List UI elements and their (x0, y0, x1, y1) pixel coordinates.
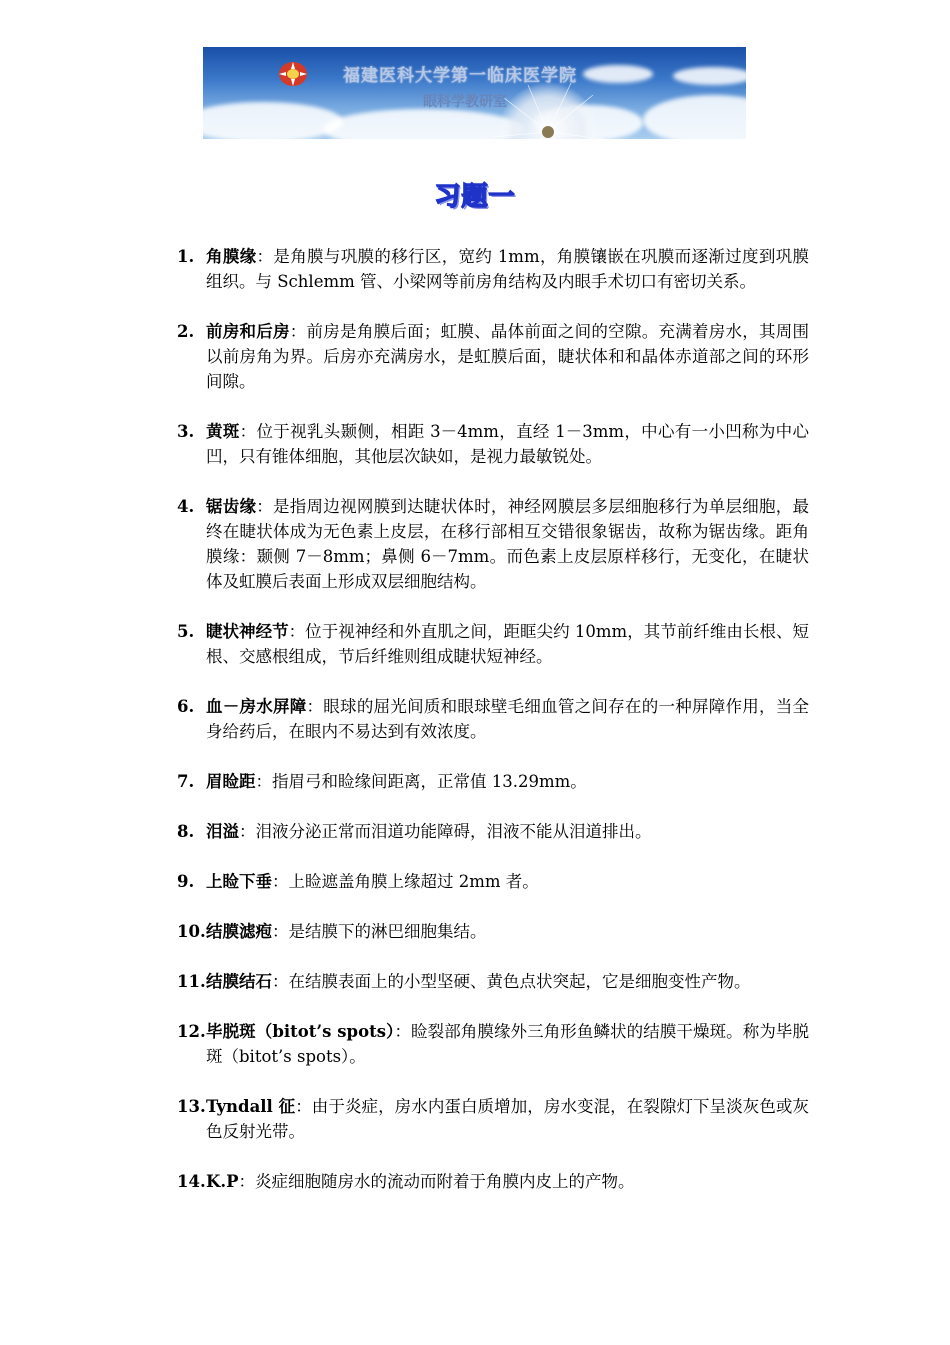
item-term: Tyndall 征 (206, 1097, 296, 1116)
list-item (177, 769, 809, 794)
item-definition: ：睑裂部角膜缘外三角形鱼鳞状的结膜干燥斑。称为毕脱斑（bitot’s spots）。 (206, 1022, 810, 1066)
item-number: 13. (177, 1097, 206, 1116)
item-number: 11. (177, 972, 206, 991)
item-definition: ：位于视乳头颞侧，相距 3－4mm，直经 1－3mm，中心有一小凹称为中心凹，只有锥体细胞，其他层次缺如，是视力最敏锐处。 (206, 422, 809, 466)
item-number: 6. (177, 697, 195, 716)
item-definition: ：前房是角膜后面；虹膜、晶体前面之间的空隙。充满着房水，其周围以前房角为界。后房亦充满房水，是虹膜后面，睫状体和和晶体赤道部之间的环形间隙。 (206, 322, 810, 391)
university-logo-icon (278, 61, 308, 87)
item-number: 9. (177, 872, 195, 891)
item-term: 锯齿缘 (206, 497, 257, 516)
cloud-decoration (203, 102, 343, 139)
item-term: 血－房水屏障 (206, 697, 307, 716)
header-banner (203, 47, 746, 139)
list-item (177, 494, 809, 594)
item-term: K.P (206, 1172, 239, 1191)
item-term: 眉睑距 (206, 772, 256, 791)
item-definition: ：位于视神经和外直肌之间，距眶尖约 10mm，其节前纤维由长根、短根、交感根组成，节后纤维则组成睫状短神经。 (206, 622, 809, 666)
list-item (177, 969, 809, 994)
item-term: 睫状神经节 (206, 622, 289, 641)
item-number: 1. (177, 247, 195, 266)
definition-list (177, 244, 809, 1194)
item-number: 5. (177, 622, 195, 641)
list-item (177, 1094, 809, 1144)
item-definition: ：是角膜与巩膜的移行区，宽约 1mm，角膜镶嵌在巩膜而逐渐过度到巩膜组织。与 Schlemm 管、小梁网等前房角结构及内眼手术切口有密切关系。 (206, 247, 809, 291)
item-definition: ：炎症细胞随房水的流动而附着于角膜内皮上的产物。 (238, 1172, 635, 1191)
item-term: 结膜滤疱 (206, 922, 272, 941)
item-definition: ：上睑遮盖角膜上缘超过 2mm 者。 (272, 872, 539, 891)
item-term: 前房和后房 (206, 322, 290, 341)
item-number: 14. (177, 1172, 206, 1191)
item-number: 10. (177, 922, 206, 941)
item-definition: ：在结膜表面上的小型坚硬、黄色点状突起，它是细胞变性产物。 (272, 972, 751, 991)
list-item (177, 1019, 809, 1069)
list-item (177, 244, 809, 294)
item-definition: ：是指周边视网膜到达睫状体时，神经网膜层多层细胞移行为单层细胞，最终在睫状体成为无色素上皮层，在移行部相互交错很象锯齿，故称为锯齿缘。距角膜缘：颞侧 7－8mm；鼻侧 6－7mm。而色素上皮层原样移行，无变化，在睫状体及虹膜后表面上形成双层细胞结构。 (206, 497, 810, 591)
item-term: 上睑下垂 (206, 872, 272, 891)
item-number: 8. (177, 822, 195, 841)
item-definition: ：由于炎症，房水内蛋白质增加，房水变混，在裂隙灯下呈淡灰色或灰色反射光带。 (206, 1097, 810, 1141)
item-number: 12. (177, 1022, 206, 1041)
list-item (177, 319, 809, 394)
item-number: 4. (177, 497, 195, 516)
list-item (177, 1169, 809, 1194)
item-term: 毕脱斑（bitot’s spots） (206, 1022, 395, 1041)
list-item (177, 619, 809, 669)
item-term: 黄斑 (206, 422, 240, 441)
item-term: 结膜结石 (206, 972, 272, 991)
list-item (177, 694, 809, 744)
item-definition: ：泪液分泌正常而泪道功能障碍，泪液不能从泪道排出。 (239, 822, 652, 841)
item-term: 泪溢 (206, 822, 239, 841)
item-number: 7. (177, 772, 195, 791)
list-item (177, 919, 809, 944)
cloud-decoration (673, 67, 746, 85)
item-term: 角膜缘 (206, 247, 257, 266)
page-title: 习题一 (434, 182, 516, 212)
item-number: 3. (177, 422, 195, 441)
list-item (177, 819, 809, 844)
banner-title-line1: 福建医科大学第一临床医学院 (343, 66, 577, 86)
item-definition: ：指眉弓和睑缘间距离，正常值 13.29mm。 (255, 772, 587, 791)
list-item (177, 419, 809, 469)
item-definition: ：是结膜下的淋巴细胞集结。 (272, 922, 487, 941)
banner-title-line2: 眼科学教研室 (423, 94, 507, 110)
cloud-decoration (643, 95, 746, 139)
item-definition: ：眼球的屈光间质和眼球壁毛细血管之间存在的一种屏障作用，当全身给药后，在眼内不易达到有效浓度。 (206, 697, 810, 741)
list-item (177, 869, 809, 894)
item-number: 2. (177, 322, 195, 341)
